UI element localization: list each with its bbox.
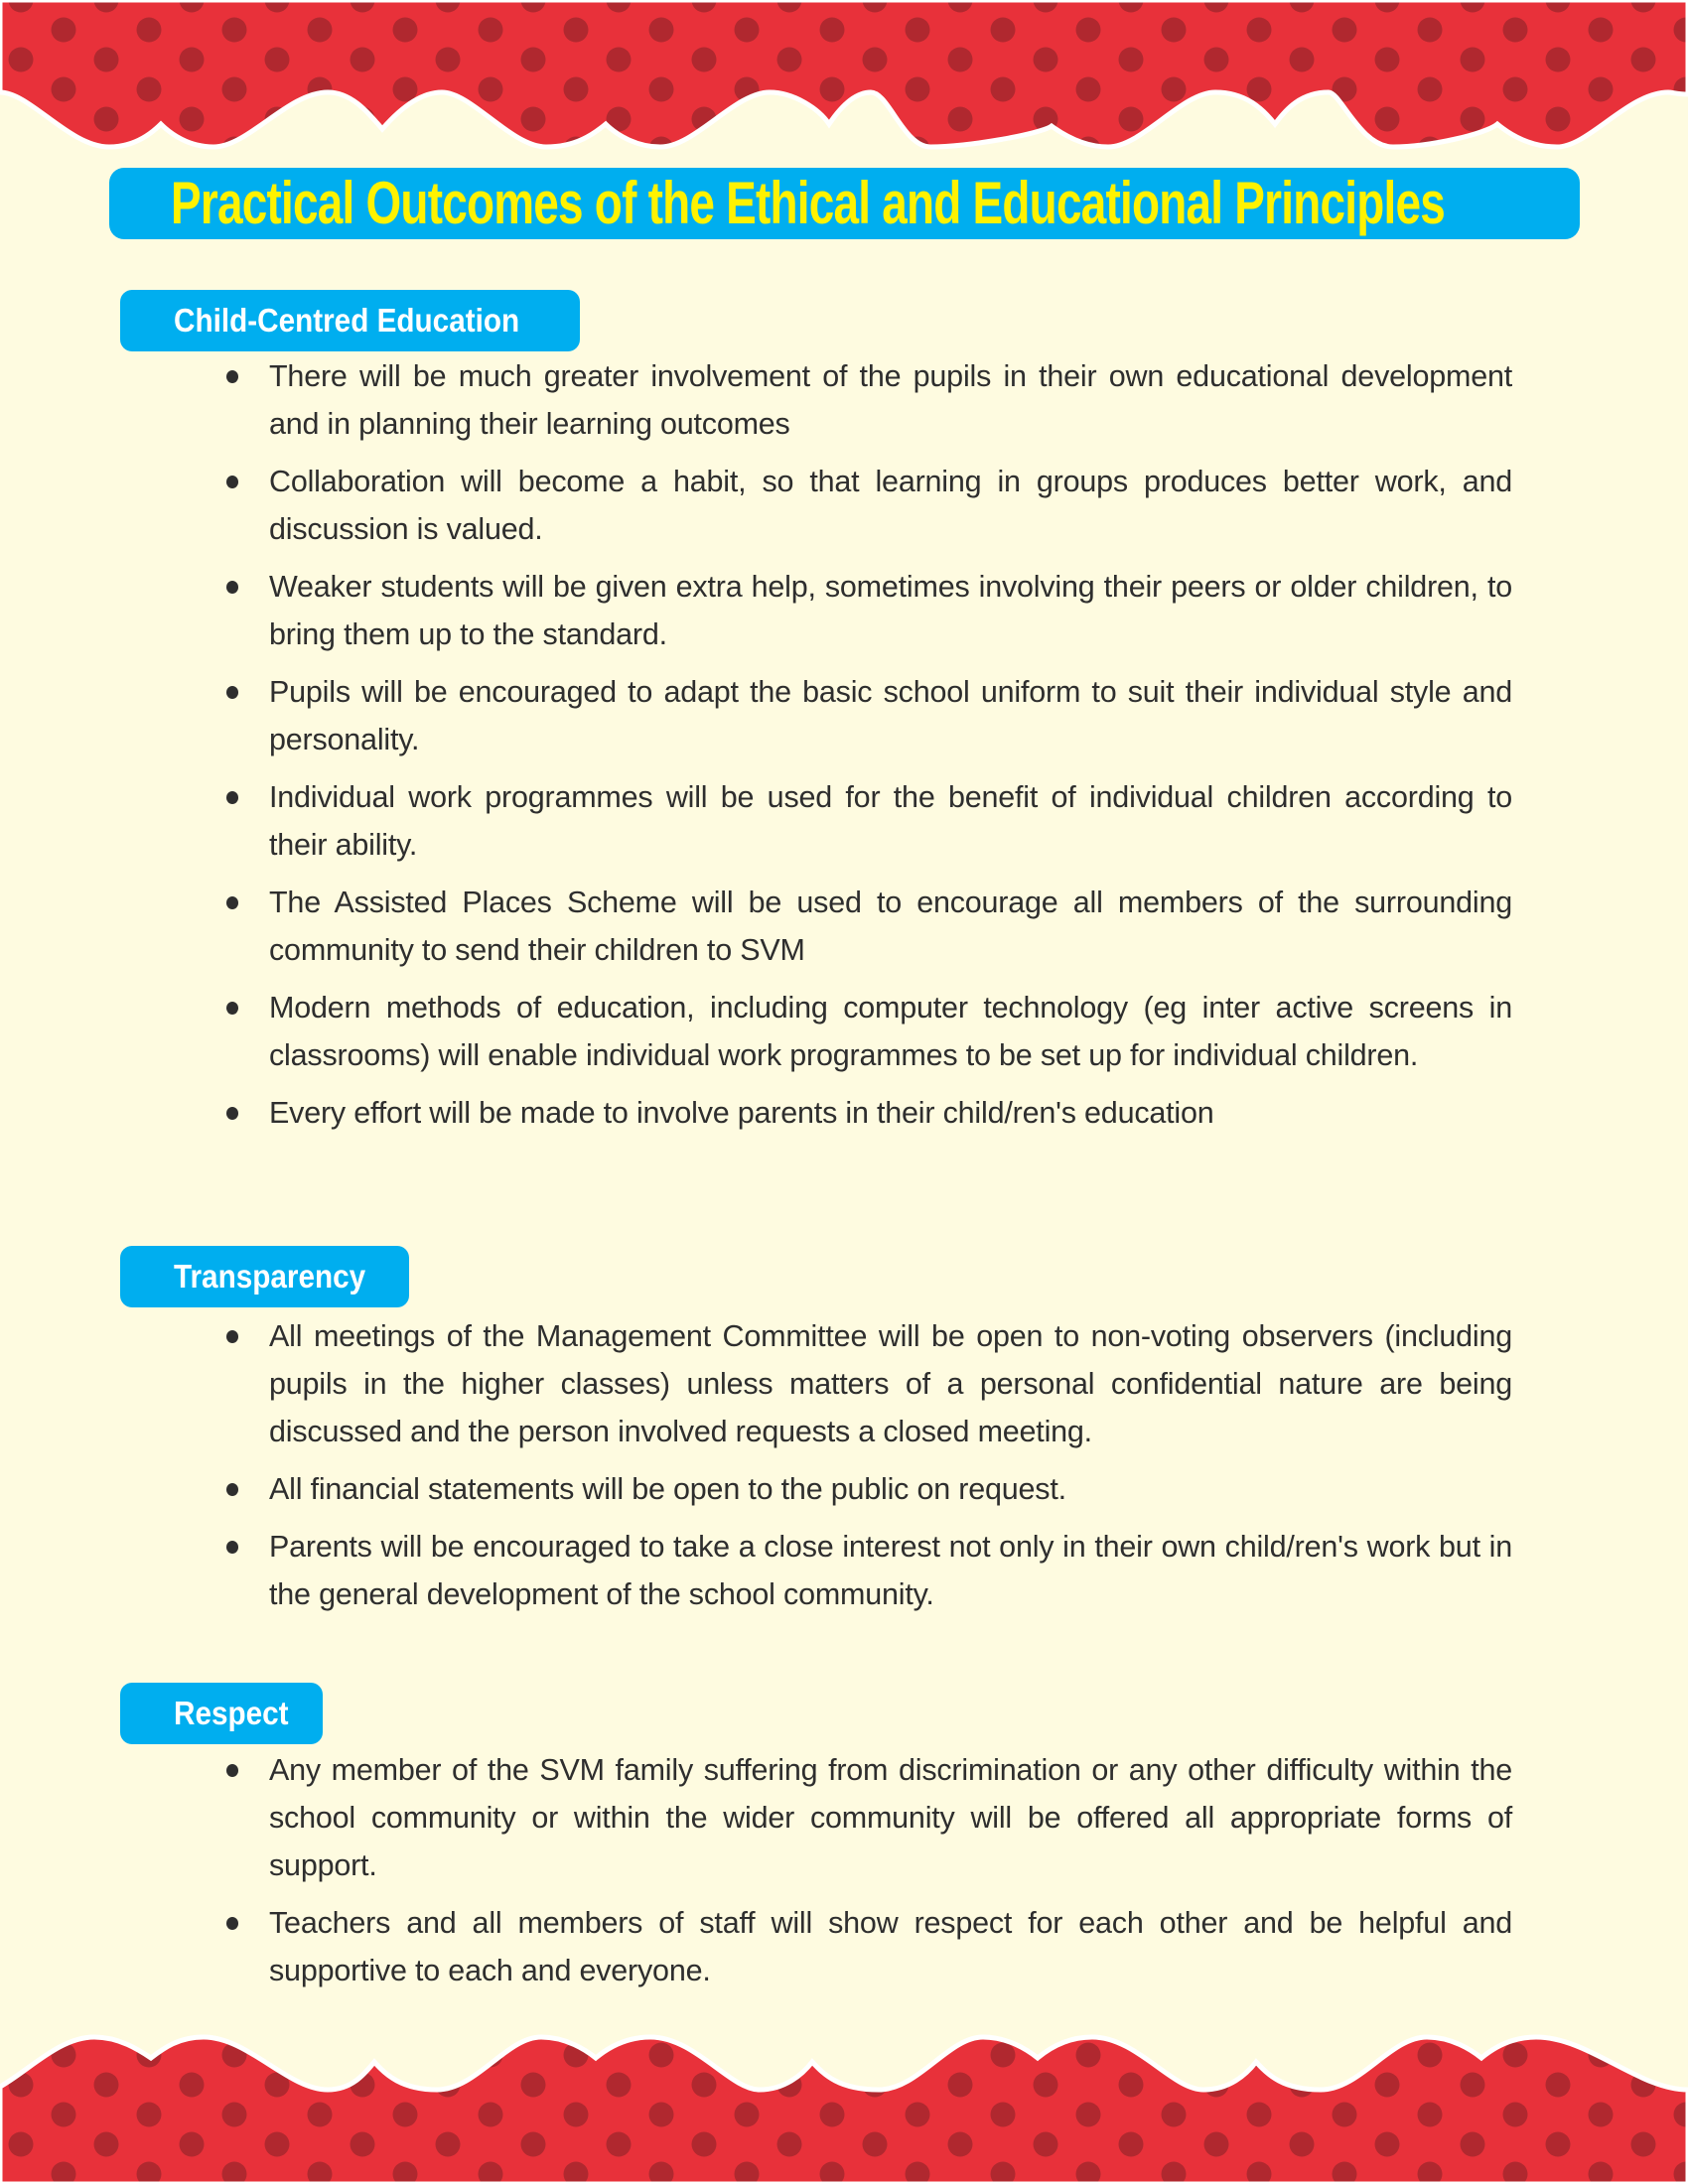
transparency-list xyxy=(225,1312,1512,1628)
list-item xyxy=(225,668,1512,763)
section-heading-child-centred-education xyxy=(120,290,580,351)
list-item xyxy=(225,879,1512,974)
bullet-dot-icon xyxy=(226,1483,238,1496)
list-item-text: There will be much greater involvement of the pupils in their own educational development and in planning their learning outcomes xyxy=(269,359,1512,441)
list-item-text: Individual work programmes will be used for the benefit of individual children according to their ability. xyxy=(269,780,1512,862)
list-item-text: Teachers and all members of staff will show respect for each other and be helpful and supportive to each and everyone. xyxy=(269,1906,1512,1987)
bullet-dot-icon xyxy=(226,581,238,594)
bullet-dot-icon xyxy=(226,1764,238,1777)
bullet-dot-icon xyxy=(226,1002,238,1015)
bullet-dot-icon xyxy=(226,791,238,804)
list-item-text: Any member of the SVM family suffering from discrimination or any other difficulty within the school community or within the wider community will be offered all appropriate forms of support. xyxy=(269,1753,1512,1882)
bullet-dot-icon xyxy=(226,1330,238,1343)
top-polka-dot-wave-border xyxy=(0,0,1688,174)
page-title: Practical Outcomes of the Ethical and Educational Principles xyxy=(171,170,1446,236)
bullet-dot-icon xyxy=(226,1107,238,1120)
list-item-text: Every effort will be made to involve parents in their child/ren's education xyxy=(269,1096,1214,1130)
list-item xyxy=(225,1746,1512,1889)
list-item xyxy=(225,563,1512,658)
list-item xyxy=(225,458,1512,553)
list-item-text: All financial statements will be open to the public on request. xyxy=(269,1472,1066,1506)
list-item-text: Collaboration will become a habit, so that learning in groups produces better work, and discussion is valued. xyxy=(269,465,1512,546)
list-item-text: Modern methods of education, including computer technology (eg inter active screens in classrooms) will enable individual work programmes to be set up for individual children. xyxy=(269,991,1512,1072)
list-item xyxy=(225,1312,1512,1455)
bullet-dot-icon xyxy=(226,1917,238,1930)
page-title-banner xyxy=(109,168,1580,239)
respect-list xyxy=(225,1746,1512,2004)
bullet-dot-icon xyxy=(226,896,238,909)
section-heading-transparency xyxy=(120,1246,409,1307)
bullet-dot-icon xyxy=(226,1541,238,1554)
section-heading-respect xyxy=(120,1683,323,1744)
bottom-polka-dot-wave-border xyxy=(0,2005,1688,2184)
list-item xyxy=(225,773,1512,869)
section-heading-label: Respect xyxy=(174,1695,289,1731)
section-heading-label: Transparency xyxy=(174,1258,366,1295)
list-item-text: Weaker students will be given extra help, sometimes involving their peers or older children, to bring them up to the standard. xyxy=(269,570,1512,651)
list-item-text: Pupils will be encouraged to adapt the basic school uniform to suit their individual style and personality. xyxy=(269,675,1512,756)
list-item xyxy=(225,1465,1512,1513)
list-item xyxy=(225,352,1512,448)
list-item-text: All meetings of the Management Committee will be open to non-voting observers (including pupils in the higher classes) unless matters of a personal confidential nature are being discussed and the person involved requests a closed meeting. xyxy=(269,1319,1512,1448)
list-item xyxy=(225,984,1512,1079)
child-centred-education-list xyxy=(225,352,1512,1147)
list-item xyxy=(225,1523,1512,1618)
bullet-dot-icon xyxy=(226,476,238,488)
bullet-dot-icon xyxy=(226,686,238,699)
list-item-text: The Assisted Places Scheme will be used to encourage all members of the surrounding community to send their children to SVM xyxy=(269,886,1512,967)
list-item xyxy=(225,1899,1512,1994)
list-item xyxy=(225,1089,1512,1137)
list-item-text: Parents will be encouraged to take a close interest not only in their own child/ren's work but in the general development of the school community. xyxy=(269,1530,1512,1611)
section-heading-label: Child-Centred Education xyxy=(174,302,520,339)
bullet-dot-icon xyxy=(226,370,238,383)
